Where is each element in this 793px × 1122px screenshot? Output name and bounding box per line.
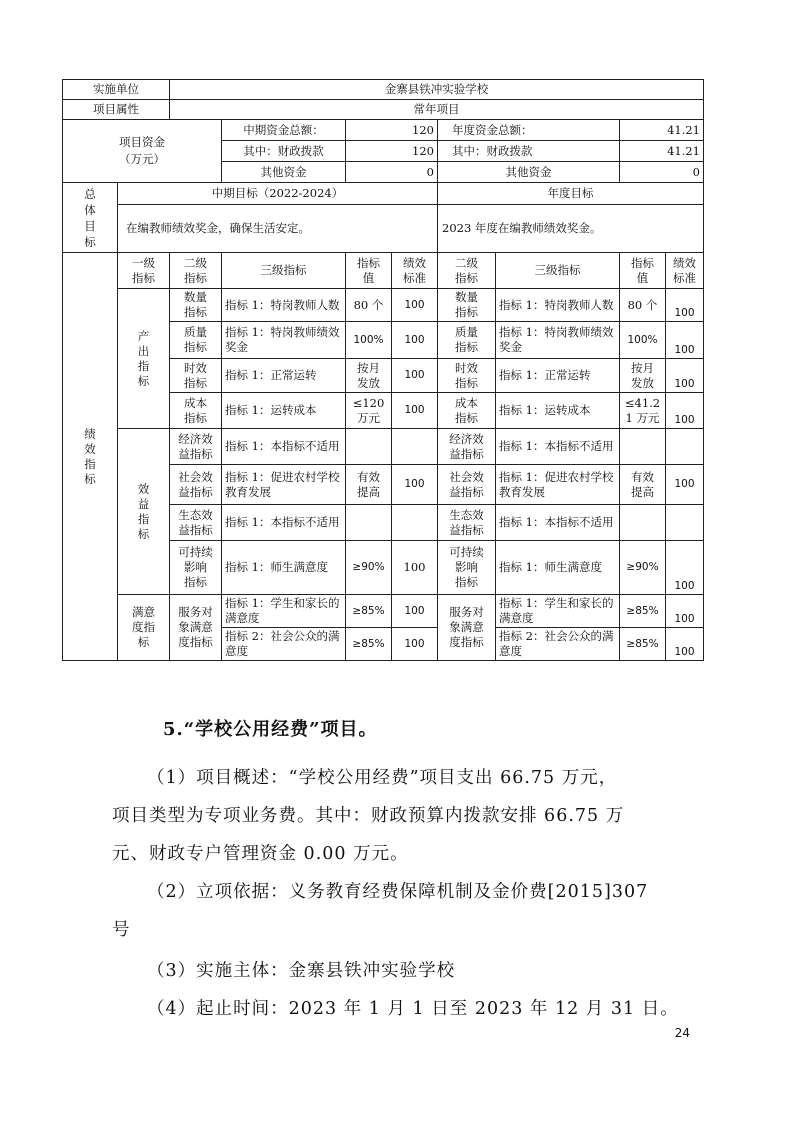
level3-cell: 指标 1：师生满意度: [222, 541, 346, 595]
standard-cell-annual: 100: [666, 289, 704, 322]
funds-label: 项目资金 （万元）: [63, 120, 222, 183]
section-heading: 5.“学校公用经费”项目。: [163, 719, 378, 740]
level2-cell-annual: 经济效 益指标: [438, 429, 496, 465]
mid-goal-text: 在编教师绩效奖金，确保生活安定。: [118, 205, 438, 253]
level2-cell: 成本 指标: [170, 393, 222, 429]
value-cell-annual: 有效 提高: [620, 465, 666, 505]
value-cell: 按月 发放: [346, 359, 392, 393]
paragraph-1-line-3: 元、财政专户管理资金 0.00 万元。: [112, 844, 409, 864]
value-cell: [346, 429, 392, 465]
level2-cell: 社会效 益指标: [170, 465, 222, 505]
standard-cell-annual: 100: [666, 322, 704, 359]
value-cell-annual: [620, 505, 666, 541]
level2-cell-annual: 成本 指标: [438, 393, 496, 429]
impl-unit-label: 实施单位: [63, 80, 170, 100]
level3-cell-annual: 指标 1：本指标不适用: [496, 505, 620, 541]
satisfaction-indicator-group: 满意 度指 标: [118, 595, 170, 661]
standard-cell: [392, 505, 438, 541]
paragraph-3: （3）实施主体：金寨县铁冲实验学校: [147, 961, 456, 981]
mid-total-label: 中期资金总额：: [222, 120, 346, 141]
level2-cell-annual: 生态效 益指标: [438, 505, 496, 541]
output-indicator-group: 产 出 指 标: [118, 289, 170, 429]
value-cell: 有效 提高: [346, 465, 392, 505]
value-cell-annual: ≤41.2 1 万元: [620, 393, 666, 429]
paragraph-2-line-1: （2）立项依据：义务教育经费保障机制及金价费[2015]307: [147, 882, 649, 902]
standard-cell-annual: 100: [666, 393, 704, 429]
impl-unit-value: 金寨县铁冲实验学校: [170, 80, 704, 100]
standard-cell: [392, 429, 438, 465]
level2-cell: 生态效 益指标: [170, 505, 222, 541]
level3-cell: 指标 2：社会公众的满意度: [222, 628, 346, 661]
standard-cell: 100: [392, 541, 438, 595]
value-cell-annual: 按月 发放: [620, 359, 666, 393]
value-cell-annual: 100%: [620, 322, 666, 359]
annual-fiscal-label: 其中：财政拨款: [438, 141, 620, 162]
header-value: 指标 值: [346, 253, 392, 289]
level3-cell-annual: 指标 1：促进农村学校教育发展: [496, 465, 620, 505]
value-cell: ≥90%: [346, 541, 392, 595]
level3-cell: 指标 1：特岗教师人数: [222, 289, 346, 322]
header-standard: 绩效 标准: [392, 253, 438, 289]
level3-cell-annual: 指标 1：学生和家长的满意度: [496, 595, 620, 628]
value-cell-annual: ≥90%: [620, 541, 666, 595]
paragraph-2-line-2: 号: [112, 920, 131, 940]
mid-total-value: 120: [346, 120, 438, 141]
level3-cell-annual: 指标 1：运转成本: [496, 393, 620, 429]
table-row: [63, 595, 704, 628]
annual-fiscal-value: 41.21: [620, 141, 704, 162]
annual-other-value: 0: [620, 162, 704, 183]
level3-cell-annual: 指标 2：社会公众的满意度: [496, 628, 620, 661]
standard-cell-annual: [666, 505, 704, 541]
level3-cell: 指标 1：运转成本: [222, 393, 346, 429]
standard-cell-annual: [666, 429, 704, 465]
paragraph-4: （4）起止时间：2023 年 1 月 1 日至 2023 年 12 月 31 日。: [147, 999, 679, 1019]
value-cell: [346, 505, 392, 541]
header-level1: 一级 指标: [118, 253, 170, 289]
level2-cell: 质量 指标: [170, 322, 222, 359]
level3-cell: 指标 1：本指标不适用: [222, 429, 346, 465]
level3-cell: 指标 1：本指标不适用: [222, 505, 346, 541]
header-level2: 二级 指标: [170, 253, 222, 289]
level2-cell-annual: 可持续 影响 指标: [438, 541, 496, 595]
level3-cell: 指标 1：学生和家长的满意度: [222, 595, 346, 628]
annual-total-value: 41.21: [620, 120, 704, 141]
standard-cell-annual: 100: [666, 595, 704, 628]
level3-cell-annual: 指标 1：特岗教师绩效奖金: [496, 322, 620, 359]
mid-fiscal-label: 其中：财政拨款: [222, 141, 346, 162]
standard-cell: 100: [392, 289, 438, 322]
value-cell: ≥85%: [346, 595, 392, 628]
standard-cell-annual: 100: [666, 359, 704, 393]
standard-cell: 100: [392, 322, 438, 359]
annual-goal-header: 年度目标: [438, 183, 704, 205]
standard-cell-annual: 100: [666, 541, 704, 595]
level2-cell: 可持续 影响 指标: [170, 541, 222, 595]
value-cell-annual: [620, 429, 666, 465]
level2-cell: 经济效 益指标: [170, 429, 222, 465]
benefit-indicator-group: 效 益 指 标: [118, 429, 170, 595]
performance-table: [62, 79, 704, 661]
paragraph-1-line-1: （1）项目概述：“学校公用经费”项目支出 66.75 万元，: [147, 768, 618, 788]
overall-goal-label: 总 体 目 标: [63, 183, 118, 253]
level2-cell-annual: 数量 指标: [438, 289, 496, 322]
level2-cell-annual: 质量 指标: [438, 322, 496, 359]
mid-other-value: 0: [346, 162, 438, 183]
value-cell-annual: 80 个: [620, 289, 666, 322]
value-cell: 80 个: [346, 289, 392, 322]
table-row: [63, 289, 704, 322]
paragraph-1-line-2: 项目类型为专项业务费。其中：财政预算内拨款安排 66.75 万: [112, 806, 625, 826]
mid-goal-header: 中期目标（2022-2024）: [118, 183, 438, 205]
header-standard-annual: 绩效 标准: [666, 253, 704, 289]
header-value-annual: 指标 值: [620, 253, 666, 289]
page-number: 24: [674, 1026, 690, 1040]
annual-other-label: 其他资金: [438, 162, 620, 183]
header-level3: 三级指标: [222, 253, 346, 289]
value-cell-annual: ≥85%: [620, 595, 666, 628]
standard-cell: 100: [392, 595, 438, 628]
level2-cell-annual: 时效 指标: [438, 359, 496, 393]
level3-cell: 指标 1：促进农村学校教育发展: [222, 465, 346, 505]
level3-cell: 指标 1：正常运转: [222, 359, 346, 393]
standard-cell: 100: [392, 359, 438, 393]
project-attr-value: 常年项目: [170, 100, 704, 120]
annual-goal-text: 2023 年度在编教师绩效奖金。: [438, 205, 704, 253]
value-cell: ≤120 万元: [346, 393, 392, 429]
standard-cell: 100: [392, 393, 438, 429]
level2-cell: 时效 指标: [170, 359, 222, 393]
level2-cell: 服务对 象满意 度指标: [170, 595, 222, 661]
project-attr-label: 项目属性: [63, 100, 170, 120]
level3-cell-annual: 指标 1：正常运转: [496, 359, 620, 393]
standard-cell: 100: [392, 465, 438, 505]
level2-cell: 数量 指标: [170, 289, 222, 322]
standard-cell: 100: [392, 628, 438, 661]
mid-fiscal-value: 120: [346, 141, 438, 162]
value-cell: ≥85%: [346, 628, 392, 661]
level3-cell: 指标 1：特岗教师绩效奖金: [222, 322, 346, 359]
level3-cell-annual: 指标 1：特岗教师人数: [496, 289, 620, 322]
performance-indicator-label: 绩 效 指 标: [63, 253, 118, 661]
level2-cell-annual: 社会效 益指标: [438, 465, 496, 505]
standard-cell-annual: 100: [666, 465, 704, 505]
standard-cell-annual: 100: [666, 628, 704, 661]
level3-cell-annual: 指标 1：本指标不适用: [496, 429, 620, 465]
mid-other-label: 其他资金: [222, 162, 346, 183]
annual-total-label: 年度资金总额：: [438, 120, 620, 141]
level3-cell-annual: 指标 1：师生满意度: [496, 541, 620, 595]
header-level2-annual: 二级 指标: [438, 253, 496, 289]
level2-cell-annual: 服务对 象满意 度指标: [438, 595, 496, 661]
header-level3-annual: 三级指标: [496, 253, 620, 289]
value-cell-annual: ≥85%: [620, 628, 666, 661]
value-cell: 100%: [346, 322, 392, 359]
table-row: [63, 429, 704, 465]
